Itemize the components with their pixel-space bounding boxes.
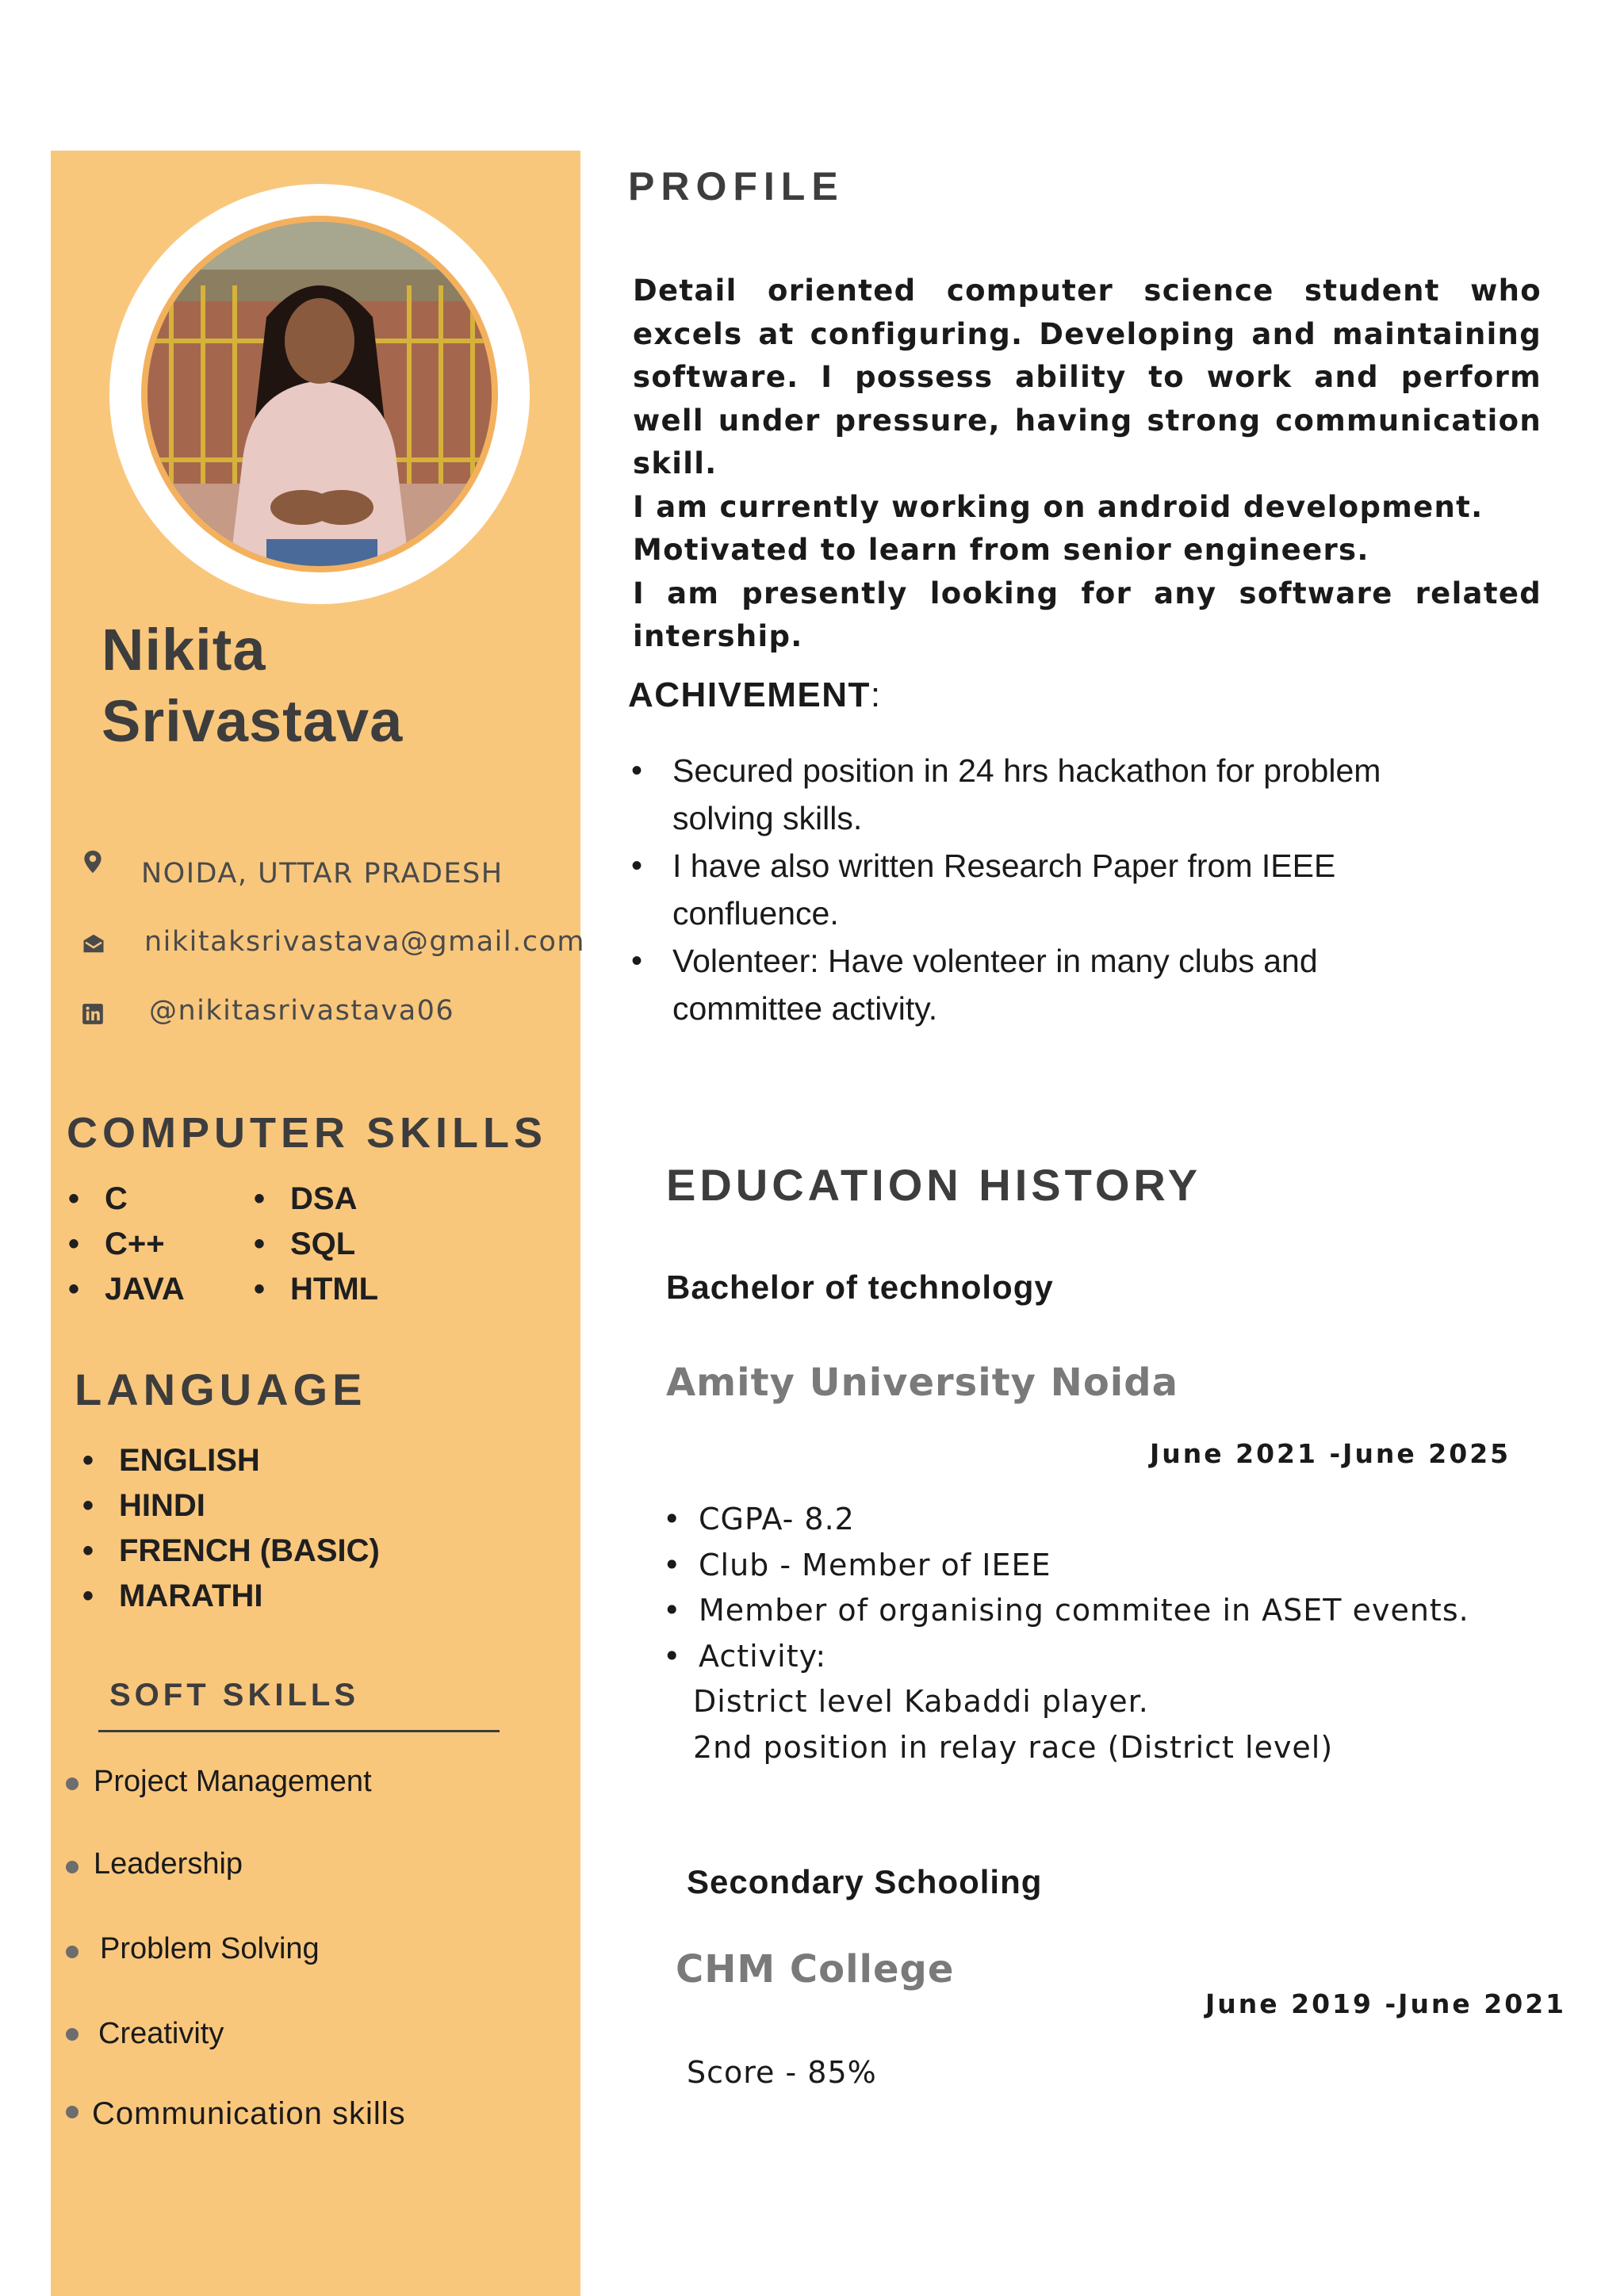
language-item: • MARATHI [82,1574,380,1619]
profile-paragraph: Detail oriented computer science student who excels at configuring. Developing and maintaining software. I possess ability to work and perform well under pressure, having strong communication skill. [633,274,1542,480]
person-name [102,614,403,757]
activity-line: District level Kabaddi player. [693,1684,1149,1719]
bullet-dot [66,1861,79,1873]
computer-skills-heading: COMPUTER SKILLS [67,1109,548,1157]
language-item: • FRENCH (BASIC) [82,1529,380,1574]
soft-skills-heading: SOFT SKILLS [109,1678,359,1712]
achievement-item: • I have also written Research Paper from IEEE confluence. [628,842,1461,937]
skill-item: • DSA [254,1177,378,1222]
profile-paragraph: I am presently looking for any software related intership. [633,576,1542,653]
profile-paragraph: I am currently working on android development. [633,489,1484,524]
bullet-dot [66,1777,79,1790]
skill-item: • C++ [68,1222,185,1267]
achievement-heading-colon: : [870,675,882,714]
skill-item: • HTML [254,1267,378,1312]
location-pin-icon [79,848,106,878]
school-score: Score - 85% [687,2055,877,2090]
linkedin-link[interactable]: @nikitasrivastava06 [149,995,455,1027]
language-list [82,1438,380,1619]
mail-icon [81,932,106,959]
degree-detail-item: • Member of organising commitee in ASET events. [663,1588,1469,1634]
soft-skill-item: Project Management [94,1765,372,1798]
language-heading: LANGUAGE [75,1364,367,1414]
education-heading: EDUCATION HISTORY [666,1160,1202,1210]
location-text: NOIDA, UTTAR PRADESH [141,858,504,890]
profile-photo-illustration [147,222,492,566]
linkedin-icon [82,1003,104,1028]
first-name: Nikita [102,617,266,683]
achievement-heading-text: ACHIVEMENT [628,675,871,714]
skill-item: • SQL [254,1222,378,1267]
computer-skills-col2 [254,1177,378,1312]
achievement-list [628,747,1461,1032]
degree-detail-item: • Activity: [663,1634,1469,1680]
degree-detail-item: • CGPA- 8.2 [663,1497,1469,1543]
profile-text [633,270,1542,659]
profile-heading: PROFILE [628,164,845,209]
soft-skill-item: Creativity [98,2017,224,2050]
email-link[interactable]: nikitaksrivastava@gmail.com [144,926,585,958]
degree-dates: June 2021 -June 2025 [1150,1438,1511,1469]
degree-title: Bachelor of technology [666,1269,1054,1306]
soft-skill-item: Communication skills [92,2096,406,2131]
achievement-item: • Secured position in 24 hrs hackathon for problem solving skills. [628,747,1461,842]
activity-line: 2nd position in relay race (District level) [693,1729,1334,1765]
achievement-item: • Volenteer: Have volenteer in many clubs and committee activity. [628,937,1461,1032]
last-name: Srivastava [102,688,404,754]
skill-item: • C [68,1177,185,1222]
achievement-heading [628,675,882,715]
computer-skills-col1 [68,1177,185,1312]
degree-details-list [663,1497,1469,1679]
bullet-dot [66,2106,79,2118]
profile-photo [147,222,492,566]
language-item: • ENGLISH [82,1438,380,1483]
degree-detail-item: • Club - Member of IEEE [663,1543,1469,1589]
soft-skills-divider [98,1730,500,1732]
school-institution: CHM College [676,1947,955,1992]
school-title: Secondary Schooling [687,1863,1043,1900]
skill-item: • JAVA [68,1267,185,1312]
degree-institution: Amity University Noida [666,1360,1178,1405]
soft-skill-item: Leadership [94,1847,243,1881]
activity-details [693,1679,1333,1770]
profile-paragraph: Motivated to learn from senior engineers. [633,533,1369,567]
school-dates: June 2019 -June 2021 [1205,1988,1567,2019]
soft-skill-item: Problem Solving [100,1932,320,1965]
language-item: • HINDI [82,1483,380,1529]
bullet-dot [66,1946,79,1958]
bullet-dot [66,2028,79,2041]
